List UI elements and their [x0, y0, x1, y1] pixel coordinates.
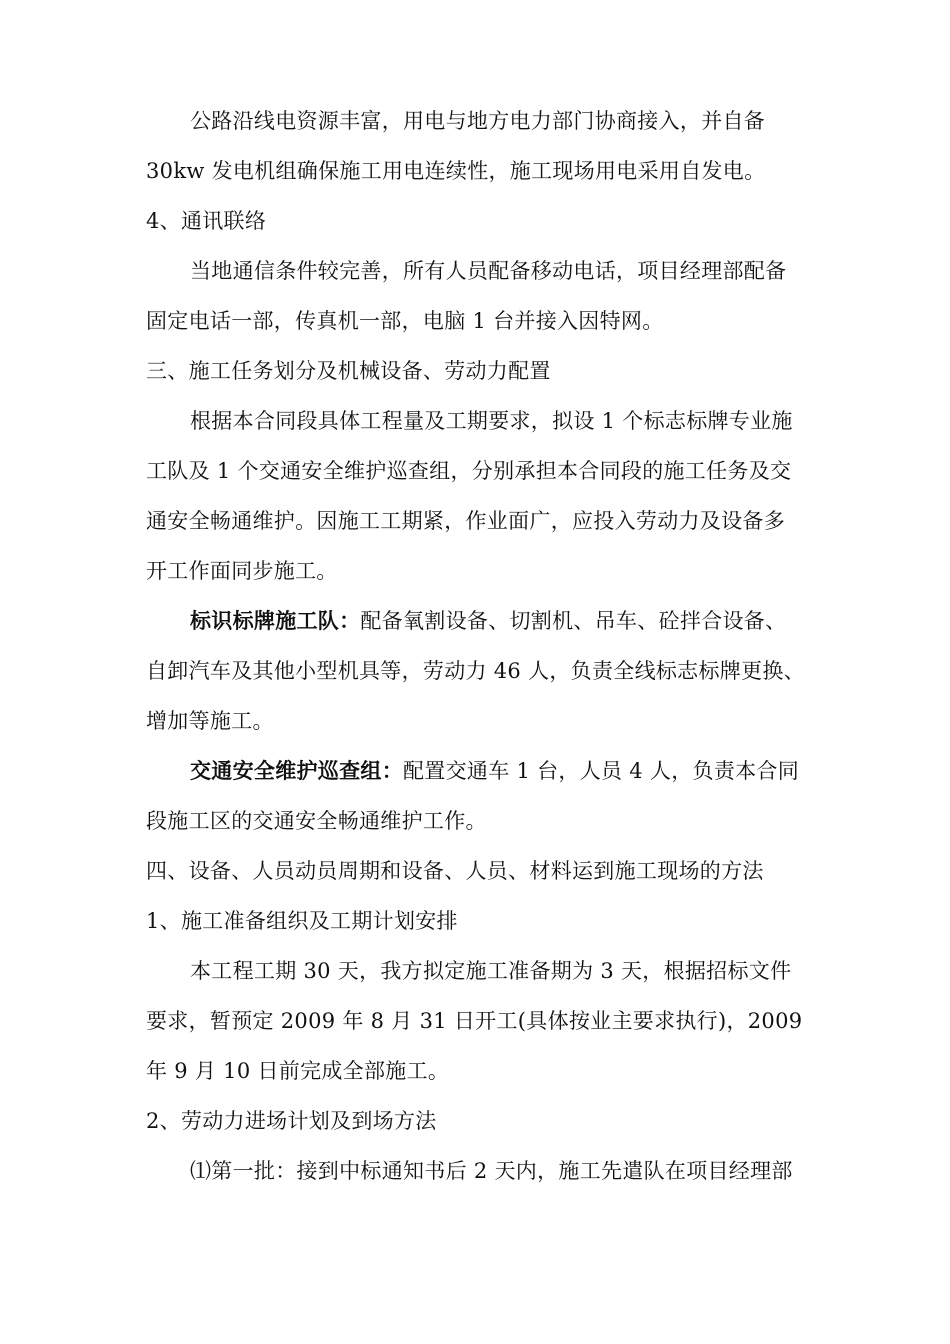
- section-heading: 2、劳动力进场计划及到场方法: [146, 1109, 437, 1133]
- paragraph-text: 配备氧割设备、切割机、吊车、砼拌合设备、: [360, 609, 787, 633]
- paragraph-line: 自卸汽车及其他小型机具等，劳动力 46 人，负责全线标志标牌更换、: [146, 659, 805, 683]
- bold-term: 标识标牌施工队：: [190, 608, 361, 633]
- section-heading: 4、通讯联络: [146, 209, 267, 233]
- paragraph-line: 当地通信条件较完善，所有人员配备移动电话，项目经理部配备: [190, 259, 787, 283]
- paragraph-line: 根据本合同段具体工程量及工期要求，拟设 1 个标志标牌专业施: [190, 409, 793, 433]
- paragraph-line: 开工作面同步施工。: [146, 559, 338, 583]
- bold-term: 交通安全维护巡查组：: [190, 758, 403, 783]
- paragraph-line: 要求，暂预定 2009 年 8 月 31 日开工(具体按业主要求执行)，2009: [146, 1009, 803, 1033]
- section-heading: 三、施工任务划分及机械设备、劳动力配置: [146, 359, 551, 383]
- section-heading: 四、设备、人员动员周期和设备、人员、材料运到施工现场的方法: [146, 859, 764, 883]
- paragraph-line: 工队及 1 个交通安全维护巡查组，分别承担本合同段的施工任务及交: [146, 459, 792, 483]
- paragraph-line: 本工程工期 30 天，我方拟定施工准备期为 3 天，根据招标文件: [190, 959, 792, 983]
- paragraph-line: ⑴第一批：接到中标通知书后 2 天内，施工先遣队在项目经理部: [190, 1159, 793, 1183]
- paragraph-line: 通安全畅通维护。因施工工期紧，作业面广，应投入劳动力及设备多: [146, 509, 785, 533]
- section-heading: 1、施工准备组织及工期计划安排: [146, 909, 458, 933]
- paragraph-line: 增加等施工。: [146, 709, 274, 733]
- paragraph-line: 30kw 发电机组确保施工用电连续性，施工现场用电采用自发电。: [146, 159, 766, 183]
- paragraph-line: 段施工区的交通安全畅通维护工作。: [146, 809, 487, 833]
- paragraph-line: 固定电话一部，传真机一部，电脑 1 台并接入因特网。: [146, 309, 664, 333]
- paragraph-line: 年 9 月 10 日前完成全部施工。: [146, 1059, 450, 1083]
- paragraph-line: 公路沿线电资源丰富，用电与地方电力部门协商接入，并自备: [190, 109, 766, 133]
- paragraph-line: [190, 606, 870, 636]
- paragraph-line: [190, 756, 870, 786]
- paragraph-text: 配置交通车 1 台，人员 4 人，负责本合同: [403, 759, 800, 783]
